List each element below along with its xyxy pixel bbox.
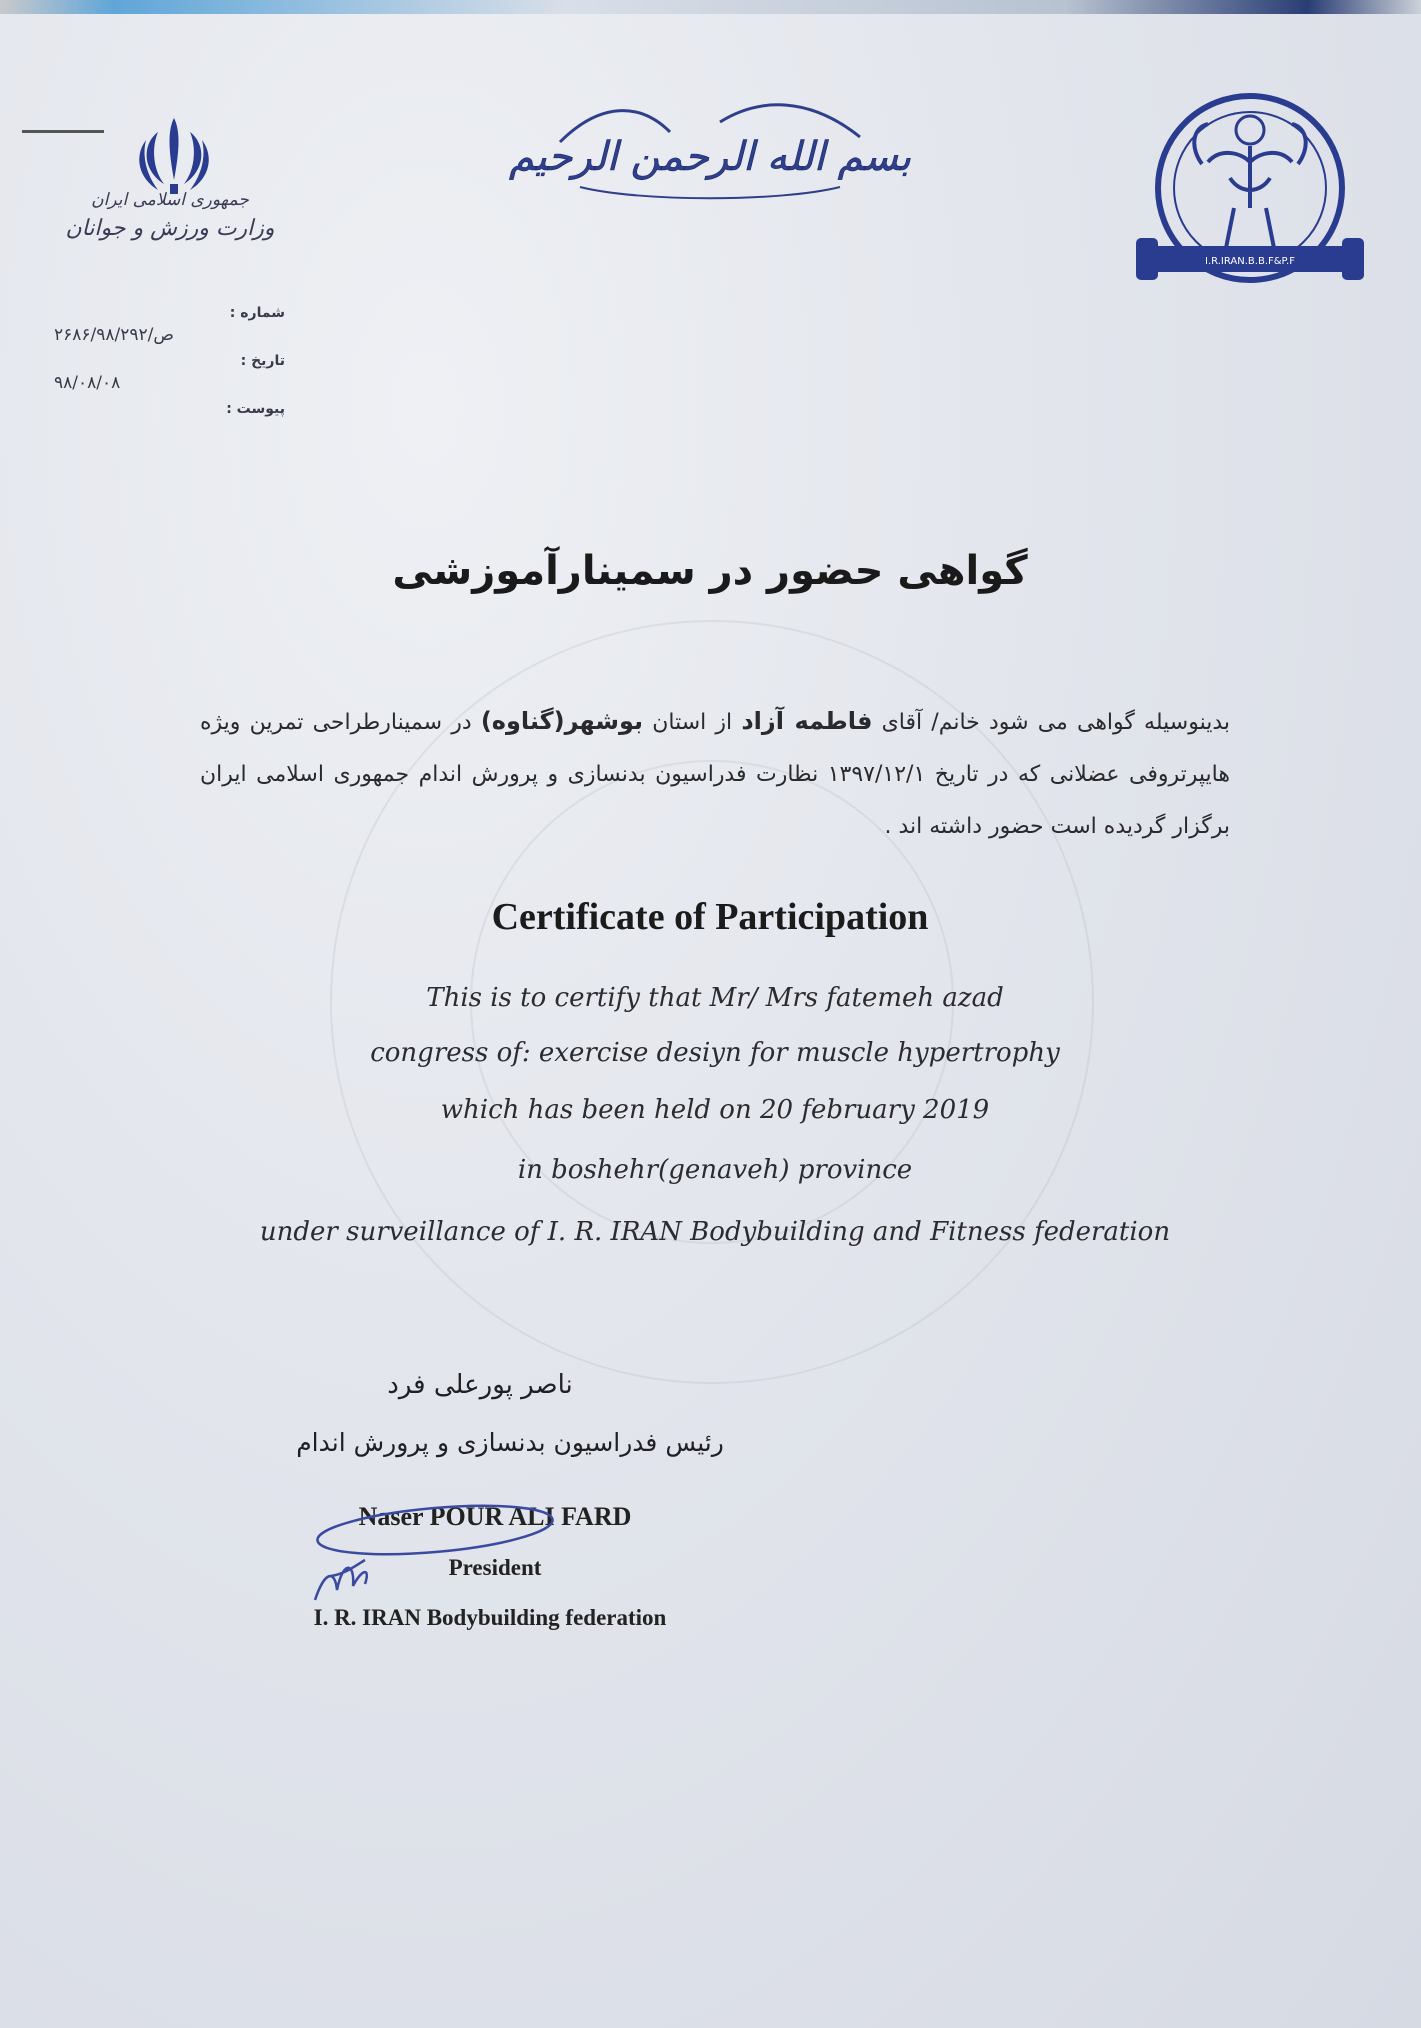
english-line4: in boshehr(genaveh) province — [517, 1155, 913, 1185]
signer-org-en: I. R. IRAN Bodybuilding federation — [313, 1605, 667, 1630]
ministry-block — [60, 190, 280, 241]
english-line1: This is to certify that Mr/ Mrs fatemeh azad — [426, 983, 1004, 1013]
ministry-line2: وزارت ورزش و جوانان — [65, 216, 275, 241]
reference-number-label: شماره : — [229, 305, 285, 321]
top-edge-band — [0, 0, 1421, 14]
persian-title: گواهی حضور در سمینارآموزشی — [392, 548, 1028, 594]
english-title: Certificate of Participation — [491, 896, 929, 938]
persian-paragraph — [200, 695, 1230, 853]
para-part3: در سمینارطراحی تمرین ویژه هایپرتروفی عضلانی که در تاریخ ۱۳۹۷/۱۲/۱ نظارت فدراسیون بدنسازی و پرورش اندام جمهوری اسلامی ایران برگزار گردیده است حضور داشته اند . — [200, 710, 1230, 839]
signer-title-en: President — [448, 1555, 542, 1580]
para-part2: از استان — [643, 710, 742, 735]
english-line3: which has been held on 20 february 2019 — [440, 1095, 990, 1125]
margin-rule — [22, 130, 104, 133]
handwritten-signature — [295, 1490, 555, 1610]
reference-date-label: تاریخ : — [240, 353, 285, 369]
basmala-text: بسم الله الرحمن الرحیم — [508, 134, 912, 180]
signer-title-fa: رئیس فدراسیون بدنسازی و پرورش اندام — [296, 1428, 724, 1457]
iran-emblem-icon — [128, 110, 220, 202]
recipient-name-fa: فاطمه آزاد — [741, 707, 873, 735]
federation-logo-text: I.R.IRAN.B.B.F&P.F — [1205, 256, 1295, 267]
federation-logo-icon — [1130, 78, 1370, 298]
reference-attachment-label: پیوست : — [226, 401, 285, 417]
english-line5: under surveillance of I. R. IRAN Bodybuilding and Fitness federation — [259, 1217, 1171, 1247]
province-fa: بوشهر(گناوه) — [480, 707, 644, 735]
para-part1: بدینوسیله گواهی می شود خانم/ آقای — [872, 710, 1230, 735]
reference-number-value: ۲۶۸۶/ص/۹۸/۲۹۲ — [54, 325, 174, 345]
reference-block — [40, 305, 285, 417]
basmala-calligraphy — [508, 92, 912, 212]
ministry-line1: جمهوری اسلامی ایران — [91, 190, 249, 210]
signer-name-fa: ناصر پورعلی فرد — [387, 1370, 573, 1400]
reference-date-value: ۹۸/۰۸/۰۸ — [54, 373, 121, 393]
signer-name-en: Naser POUR ALI FARD — [358, 1502, 632, 1531]
english-line2: congress of: exercise desiyn for muscle hypertrophy — [370, 1038, 1060, 1068]
